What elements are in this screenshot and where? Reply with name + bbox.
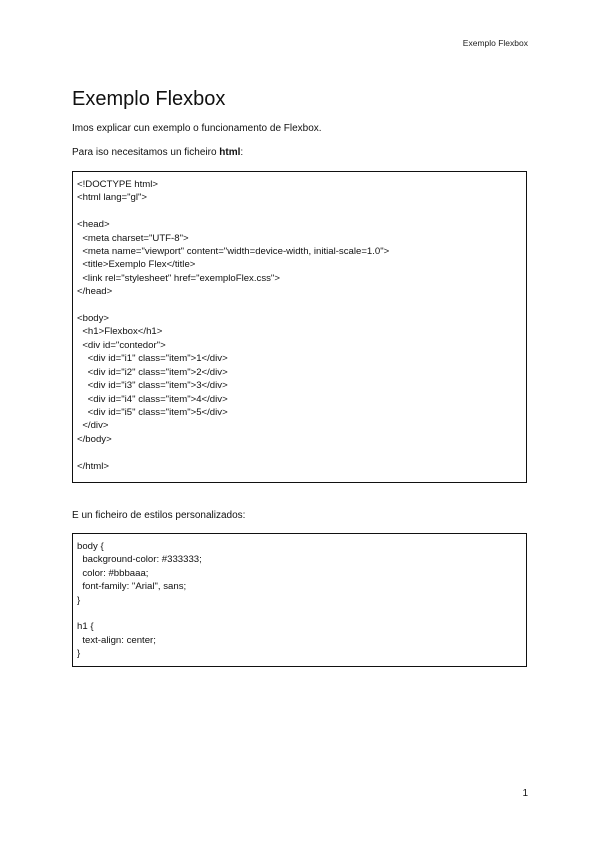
css-code-box [72, 533, 527, 667]
html-intro-suffix: : [240, 147, 244, 158]
intro-paragraph: Imos explicar cun exemplo o funcionamento de Flexbox. [72, 123, 322, 134]
html-intro-prefix: Para iso necesitamos un ficheiro [72, 147, 220, 158]
css-code: body { background-color: #333333; color: #bbbaaa; font-family: "Arial", sans; } h1 { text-align: center; } [77, 541, 202, 660]
html-intro-paragraph [72, 147, 243, 158]
html-code-box [72, 171, 527, 483]
css-intro-paragraph: E un ficheiro de estilos personalizados: [72, 510, 246, 521]
page-header: Exemplo Flexbox [462, 38, 528, 48]
page-number: 1 [522, 788, 528, 799]
document-title: Exemplo Flexbox [72, 88, 226, 110]
html-code: <!DOCTYPE html> <html lang="gl"> <head> <meta charset="UTF-8"> <meta name="viewport" content="width=device-width, initial-scale=1.0"> <title>Exemplo Flex</title> <link rel="stylesheet" href="exemploFlex.css"> </head> <body> <h1>Flexbox</h1> <div id="contedor"> <div id="i1" class="item">1</div> <div id="i2" class="item">2</div> <div id="i3" class="item">3</div> <div id="i4" class="item">4</div> <div id="i5" class="item">5</div> </div> </body> </html> [77, 179, 390, 472]
html-intro-bold: html [219, 147, 241, 158]
